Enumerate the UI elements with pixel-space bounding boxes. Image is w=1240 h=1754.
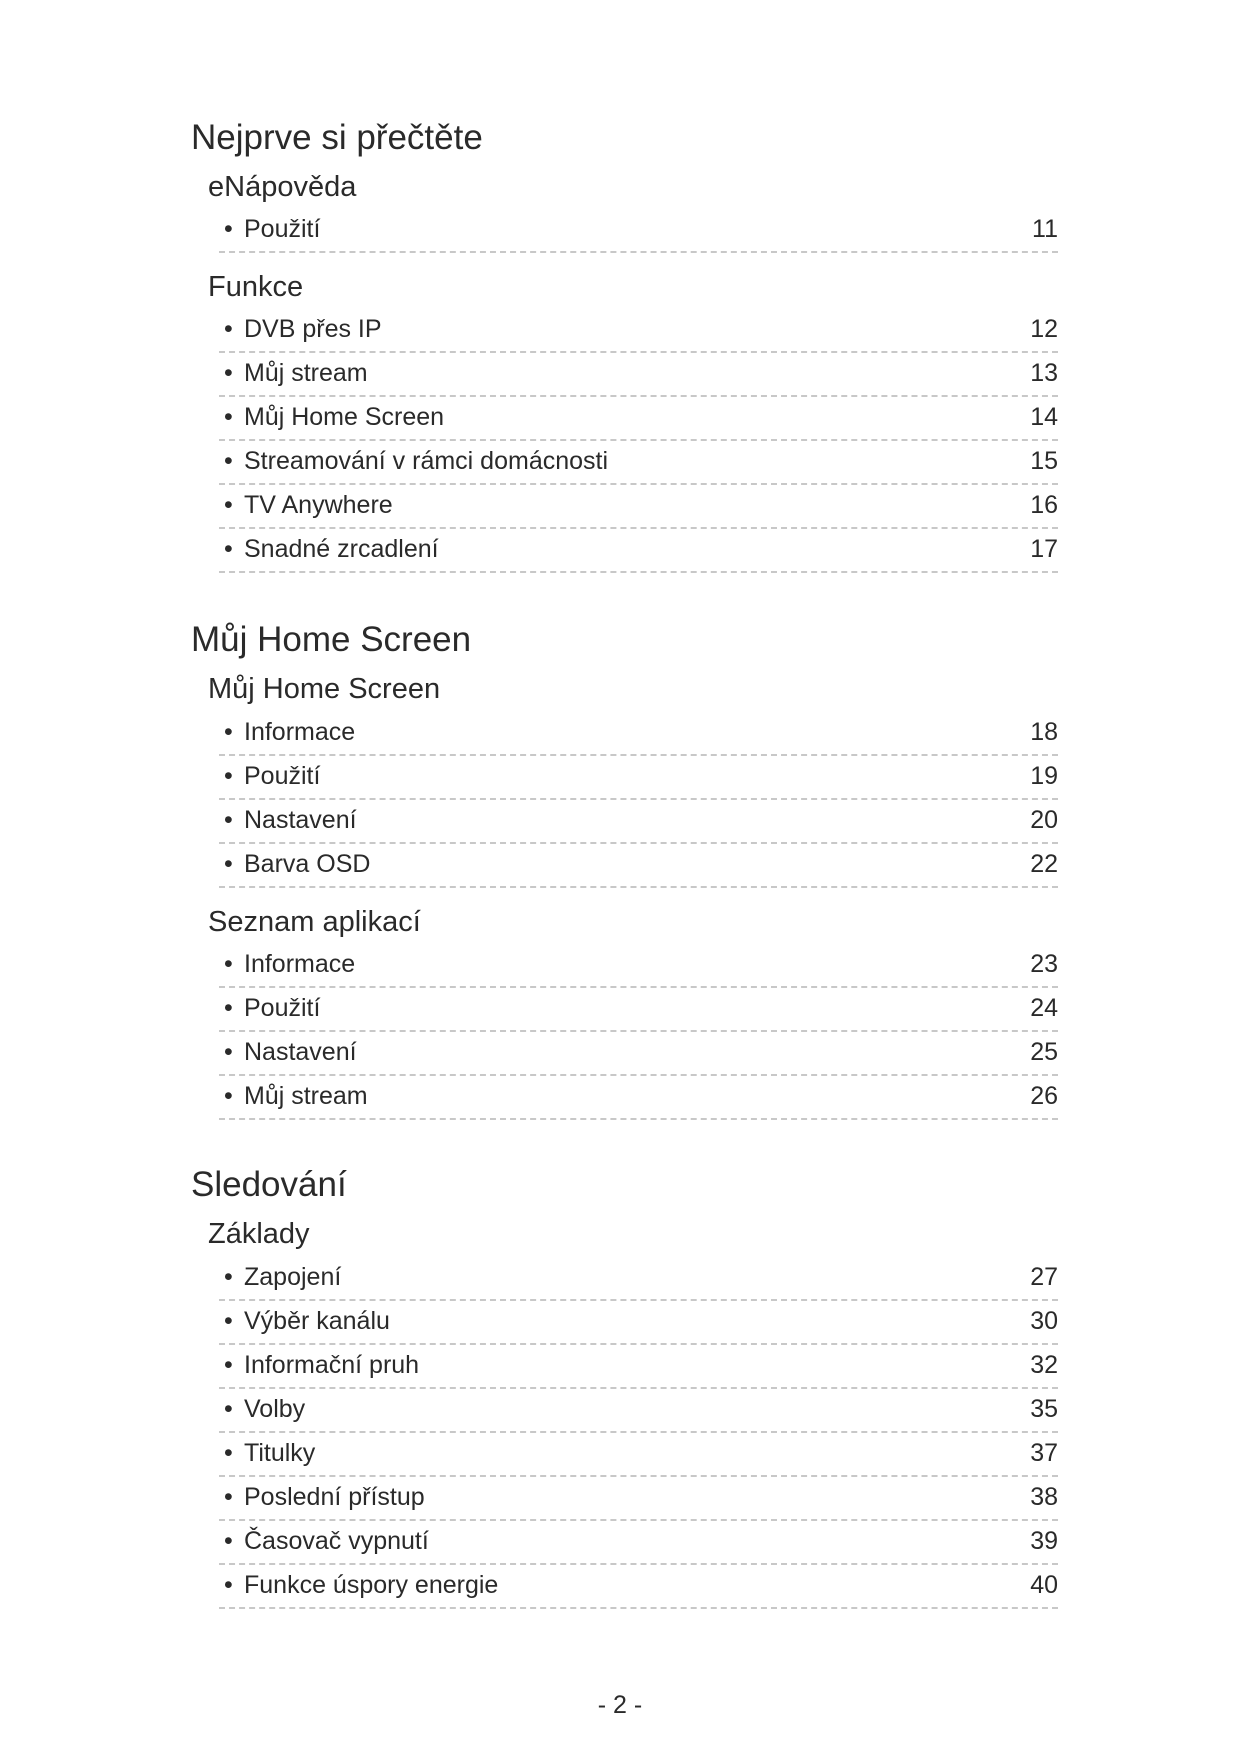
entry-page-number: 40	[1030, 1571, 1058, 1599]
bullet-icon: •	[224, 1527, 233, 1555]
bullet-icon: •	[224, 447, 233, 475]
entry-page-number: 15	[1030, 447, 1058, 475]
toc-entry[interactable]	[219, 1074, 1058, 1120]
toc-entry[interactable]	[219, 307, 1058, 353]
entry-label: Barva OSD	[244, 850, 371, 878]
entry-label: Nastavení	[244, 806, 357, 834]
entry-label: Použití	[244, 762, 321, 790]
entry-page-number: 11	[1032, 215, 1058, 243]
toc-entry[interactable]	[219, 207, 1058, 253]
toc-entry[interactable]	[219, 1475, 1058, 1521]
entry-label: Informace	[244, 950, 356, 978]
toc-entry[interactable]	[219, 1343, 1058, 1389]
toc-entry[interactable]	[219, 1299, 1058, 1345]
entry-label: Můj stream	[244, 1082, 368, 1110]
bullet-icon: •	[224, 403, 233, 431]
page-number: - 2 -	[597, 1691, 643, 1719]
toc-entry[interactable]	[219, 439, 1058, 485]
entry-page-number: 32	[1030, 1351, 1058, 1379]
entry-page-number: 16	[1030, 491, 1058, 519]
entry-label: Zapojení	[244, 1263, 342, 1291]
subsection-title: Funkce	[208, 271, 304, 303]
entry-page-number: 26	[1030, 1082, 1058, 1110]
entry-page-number: 18	[1030, 718, 1058, 746]
bullet-icon: •	[224, 1351, 233, 1379]
entry-page-number: 24	[1030, 994, 1058, 1022]
entry-page-number: 39	[1030, 1527, 1058, 1555]
entry-page-number: 12	[1030, 315, 1058, 343]
entry-page-number: 30	[1030, 1307, 1058, 1335]
bullet-icon: •	[224, 994, 233, 1022]
subsection-title: Seznam aplikací	[208, 906, 421, 938]
chapter-title: Nejprve si přečtěte	[191, 118, 483, 157]
bullet-icon: •	[224, 850, 233, 878]
toc-entry[interactable]	[219, 754, 1058, 800]
bullet-icon: •	[224, 806, 233, 834]
bullet-icon: •	[224, 1395, 233, 1423]
bullet-icon: •	[224, 1483, 233, 1511]
bullet-icon: •	[224, 1571, 233, 1599]
entry-label: Informace	[244, 718, 356, 746]
bullet-icon: •	[224, 1263, 233, 1291]
bullet-icon: •	[224, 762, 233, 790]
toc-entry[interactable]	[219, 710, 1058, 756]
entry-page-number: 22	[1030, 850, 1058, 878]
entry-page-number: 20	[1030, 806, 1058, 834]
toc-entry[interactable]	[219, 1387, 1058, 1433]
bullet-icon: •	[224, 950, 233, 978]
toc-entry[interactable]	[219, 1030, 1058, 1076]
toc-entry[interactable]	[219, 483, 1058, 529]
bullet-icon: •	[224, 491, 233, 519]
entry-label: Můj stream	[244, 359, 368, 387]
toc-entry[interactable]	[219, 798, 1058, 844]
entry-label: Titulky	[244, 1439, 316, 1467]
entry-page-number: 37	[1030, 1439, 1058, 1467]
toc-entry[interactable]	[219, 395, 1058, 441]
entry-label: Nastavení	[244, 1038, 357, 1066]
bullet-icon: •	[224, 1439, 233, 1467]
toc-entry[interactable]	[219, 986, 1058, 1032]
bullet-icon: •	[224, 535, 233, 563]
toc-entry[interactable]	[219, 351, 1058, 397]
toc-entry[interactable]	[219, 1519, 1058, 1565]
bullet-icon: •	[224, 1082, 233, 1110]
bullet-icon: •	[224, 718, 233, 746]
entry-page-number: 13	[1030, 359, 1058, 387]
entry-page-number: 14	[1030, 403, 1058, 431]
entry-page-number: 35	[1030, 1395, 1058, 1423]
entry-label: Informační pruh	[244, 1351, 420, 1379]
entry-label: Časovač vypnutí	[244, 1527, 429, 1555]
toc-entry[interactable]	[219, 1563, 1058, 1609]
entry-page-number: 19	[1030, 762, 1058, 790]
bullet-icon: •	[224, 1307, 233, 1335]
toc-entry[interactable]	[219, 1431, 1058, 1477]
entry-page-number: 38	[1030, 1483, 1058, 1511]
entry-page-number: 25	[1030, 1038, 1058, 1066]
entry-label: Streamování v rámci domácnosti	[244, 447, 609, 475]
bullet-icon: •	[224, 1038, 233, 1066]
entry-label: Můj Home Screen	[244, 403, 445, 431]
subsection-title: Základy	[208, 1218, 310, 1250]
entry-label: TV Anywhere	[244, 491, 393, 519]
bullet-icon: •	[224, 315, 233, 343]
entry-label: Poslední přístup	[244, 1483, 425, 1511]
bullet-icon: •	[224, 215, 233, 243]
entry-page-number: 23	[1030, 950, 1058, 978]
toc-entry[interactable]	[219, 1255, 1058, 1301]
entry-label: Použití	[244, 994, 321, 1022]
chapter-title: Sledování	[191, 1165, 347, 1204]
toc-entry[interactable]	[219, 942, 1058, 988]
subsection-title: Můj Home Screen	[208, 673, 441, 705]
entry-label: Funkce úspory energie	[244, 1571, 499, 1599]
subsection-title: eNápověda	[208, 171, 357, 203]
entry-page-number: 17	[1030, 535, 1058, 563]
bullet-icon: •	[224, 359, 233, 387]
entry-label: Výběr kanálu	[244, 1307, 390, 1335]
toc-entry[interactable]	[219, 842, 1058, 888]
chapter-title: Můj Home Screen	[191, 620, 472, 659]
toc-entry[interactable]	[219, 527, 1058, 573]
entry-label: DVB přes IP	[244, 315, 382, 343]
entry-label: Volby	[244, 1395, 306, 1423]
entry-label: Použití	[244, 215, 321, 243]
entry-page-number: 27	[1030, 1263, 1058, 1291]
entry-label: Snadné zrcadlení	[244, 535, 439, 563]
